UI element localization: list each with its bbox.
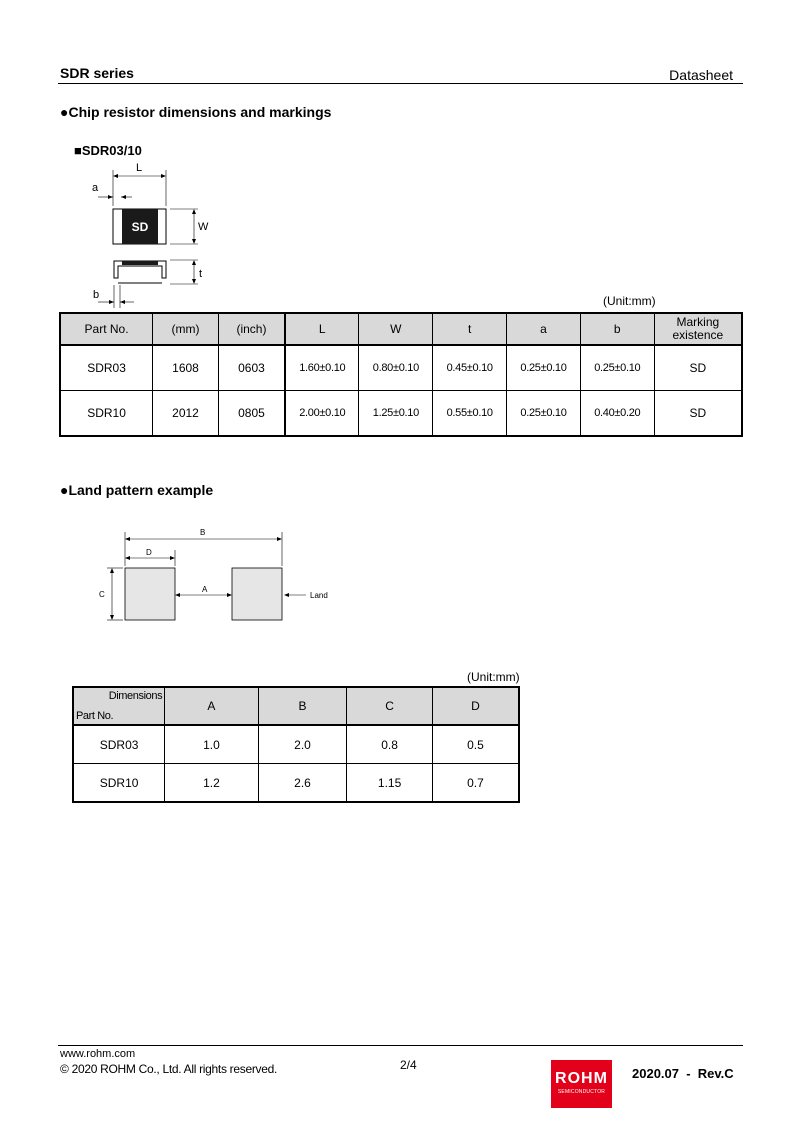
corner-dimensions-label: Dimensions xyxy=(108,690,163,702)
table-cell: 0.25±0.10 xyxy=(507,391,581,437)
unit-label-2: (Unit:mm) xyxy=(467,670,520,684)
table-cell: 1.15 xyxy=(347,764,433,803)
land-pattern-diagram xyxy=(95,522,345,628)
table-header-row xyxy=(60,313,742,345)
table-cell: 1.60±0.10 xyxy=(285,345,359,391)
table-cell: 1.0 xyxy=(165,725,259,764)
table-cell: 0.25±0.10 xyxy=(507,345,581,391)
table-row xyxy=(60,345,742,391)
table-cell: SD xyxy=(654,345,742,391)
land-right xyxy=(232,568,282,620)
doc-type: Datasheet xyxy=(669,67,733,83)
col-header: a xyxy=(507,313,581,345)
table-row xyxy=(73,725,519,764)
col-header: C xyxy=(347,687,433,725)
footer-divider xyxy=(58,1045,743,1046)
col-header: Marking existence xyxy=(654,313,742,345)
table-cell: 0.40±0.20 xyxy=(580,391,654,437)
col-header: (inch) xyxy=(218,313,285,345)
table-cell: 2012 xyxy=(153,391,219,437)
section-title-land: ●Land pattern example xyxy=(60,482,214,498)
table-cell: 0.80±0.10 xyxy=(359,345,433,391)
table-cell: 0.55±0.10 xyxy=(433,391,507,437)
logo-text: ROHM xyxy=(555,1070,608,1087)
table-header-row xyxy=(73,687,519,725)
table-cell: 1.2 xyxy=(165,764,259,803)
table-cell: 0.5 xyxy=(432,725,519,764)
label-C: C xyxy=(99,590,105,599)
table-cell: 2.0 xyxy=(258,725,347,764)
section-title-dimensions: ●Chip resistor dimensions and markings xyxy=(60,104,332,120)
table-cell: 0805 xyxy=(218,391,285,437)
series-title: SDR series xyxy=(60,65,134,81)
rohm-logo xyxy=(551,1060,612,1108)
table-cell: 2.00±0.10 xyxy=(285,391,359,437)
label-a: a xyxy=(92,182,99,194)
chip-marking: SD xyxy=(131,220,149,234)
corner-partno-label: Part No. xyxy=(76,710,114,722)
footer-url[interactable]: www.rohm.com xyxy=(60,1048,136,1060)
col-header: b xyxy=(580,313,654,345)
land-left xyxy=(125,568,175,620)
col-header: D xyxy=(432,687,519,725)
footer-copyright: © 2020 ROHM Co., Ltd. All rights reserved. xyxy=(60,1062,278,1076)
label-L: L xyxy=(136,162,143,174)
logo-subtext: SEMICONDUCTOR xyxy=(557,1089,606,1095)
table-cell: 1608 xyxy=(153,345,219,391)
subsection-title-sdr: ■SDR03/10 xyxy=(74,143,142,158)
header-divider xyxy=(58,83,743,84)
label-b: b xyxy=(93,289,100,301)
dimensions-table xyxy=(59,312,743,437)
label-land: Land xyxy=(310,591,328,600)
chip-dimension-diagram xyxy=(80,158,220,308)
unit-label-1: (Unit:mm) xyxy=(603,294,656,308)
label-W: W xyxy=(198,221,209,233)
table-cell: 0.7 xyxy=(432,764,519,803)
table-cell: 2.6 xyxy=(258,764,347,803)
col-header: (mm) xyxy=(153,313,219,345)
label-A: A xyxy=(202,585,208,594)
part-number: SDR10 xyxy=(73,764,165,803)
col-header: L xyxy=(285,313,359,345)
revision-label: 2020.07 - Rev.C xyxy=(632,1066,734,1081)
table-cell: 0.25±0.10 xyxy=(580,345,654,391)
table-cell: 0.8 xyxy=(347,725,433,764)
label-t: t xyxy=(199,268,203,280)
part-number: SDR10 xyxy=(60,391,153,437)
table-cell: 0.45±0.10 xyxy=(433,345,507,391)
corner-header xyxy=(73,687,165,725)
land-pattern-table xyxy=(72,686,520,803)
table-row xyxy=(60,391,742,437)
col-header: A xyxy=(165,687,259,725)
col-header: W xyxy=(359,313,433,345)
table-cell: 0603 xyxy=(218,345,285,391)
label-B: B xyxy=(200,528,206,537)
table-cell: SD xyxy=(654,391,742,437)
col-header: t xyxy=(433,313,507,345)
table-cell: 1.25±0.10 xyxy=(359,391,433,437)
part-number: SDR03 xyxy=(73,725,165,764)
table-row xyxy=(73,764,519,803)
col-header: B xyxy=(258,687,347,725)
col-header: Part No. xyxy=(60,313,153,345)
label-D: D xyxy=(146,548,152,557)
part-number: SDR03 xyxy=(60,345,153,391)
page-number: 2/4 xyxy=(400,1058,417,1072)
